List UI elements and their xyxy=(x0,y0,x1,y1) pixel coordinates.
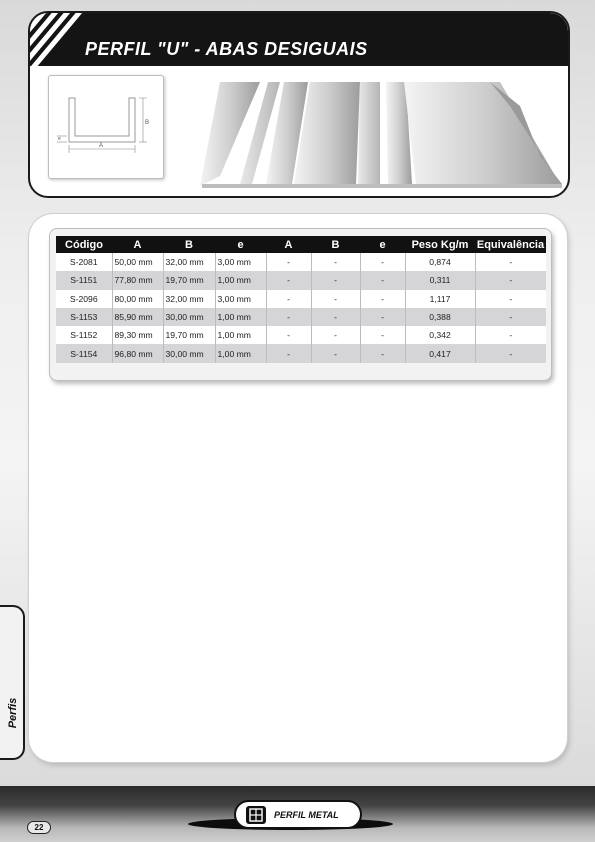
column-header: B xyxy=(163,236,215,253)
extruded-u-profiles-icon xyxy=(180,66,570,198)
cell-a2: - xyxy=(266,326,311,344)
cell-codigo: S-1153 xyxy=(56,308,112,326)
cell-a: 50,00 mm xyxy=(112,253,163,271)
cell-a2: - xyxy=(266,290,311,308)
cell-equivalencia: - xyxy=(475,271,546,289)
cell-e2: - xyxy=(360,308,405,326)
cell-codigo: S-1154 xyxy=(56,344,112,362)
cell-e: 1,00 mm xyxy=(215,271,266,289)
cell-b2: - xyxy=(311,344,360,362)
table-row xyxy=(56,271,546,289)
page-title: PERFIL "U" - ABAS DESIGUAIS xyxy=(85,39,368,59)
cell-a: 80,00 mm xyxy=(112,290,163,308)
table-card xyxy=(29,214,567,762)
section-side-tab xyxy=(0,605,25,760)
cell-e: 1,00 mm xyxy=(215,308,266,326)
cell-b2: - xyxy=(311,308,360,326)
cell-b2: - xyxy=(311,253,360,271)
side-tab-label: Perfis xyxy=(7,697,19,729)
cell-a: 77,80 mm xyxy=(112,271,163,289)
cell-a: 85,90 mm xyxy=(112,308,163,326)
page-number: 22 xyxy=(27,821,51,834)
cell-equivalencia: - xyxy=(475,253,546,271)
cell-peso: 0,388 xyxy=(405,308,475,326)
cell-a: 96,80 mm xyxy=(112,344,163,362)
cell-e: 1,00 mm xyxy=(215,344,266,362)
table-row xyxy=(56,344,546,362)
brand-badge xyxy=(234,800,362,829)
cell-b2: - xyxy=(311,326,360,344)
column-header: Peso Kg/m xyxy=(405,236,475,253)
cell-b2: - xyxy=(311,290,360,308)
cell-b2: - xyxy=(311,271,360,289)
spec-table xyxy=(56,236,546,363)
cell-b: 30,00 mm xyxy=(163,308,215,326)
cell-e2: - xyxy=(360,290,405,308)
cell-equivalencia: - xyxy=(475,290,546,308)
spec-table-frame xyxy=(49,228,552,381)
cell-e2: - xyxy=(360,253,405,271)
cell-e2: - xyxy=(360,271,405,289)
diagram-label-b: B xyxy=(145,120,150,126)
profile-diagram xyxy=(48,75,164,179)
cell-peso: 0,342 xyxy=(405,326,475,344)
cell-b: 32,00 mm xyxy=(163,253,215,271)
cell-b: 19,70 mm xyxy=(163,271,215,289)
cell-codigo: S-2096 xyxy=(56,290,112,308)
column-header: e xyxy=(360,236,405,253)
table-row xyxy=(56,308,546,326)
cell-a2: - xyxy=(266,253,311,271)
cell-codigo: S-1152 xyxy=(56,326,112,344)
cell-equivalencia: - xyxy=(475,308,546,326)
brand-name: PERFIL METAL xyxy=(274,810,339,820)
cell-e: 3,00 mm xyxy=(215,290,266,308)
cell-equivalencia: - xyxy=(475,344,546,362)
title-bar xyxy=(30,13,568,66)
cell-b: 19,70 mm xyxy=(163,326,215,344)
cell-a: 89,30 mm xyxy=(112,326,163,344)
diagram-label-e: e xyxy=(58,136,61,142)
table-row xyxy=(56,290,546,308)
cell-peso: 0,874 xyxy=(405,253,475,271)
cell-b: 30,00 mm xyxy=(163,344,215,362)
table-row xyxy=(56,326,546,344)
cell-a2: - xyxy=(266,344,311,362)
cell-e2: - xyxy=(360,344,405,362)
profiles-image xyxy=(180,66,570,198)
header-card xyxy=(28,11,570,198)
cell-equivalencia: - xyxy=(475,326,546,344)
cell-peso: 1,117 xyxy=(405,290,475,308)
cell-b: 32,00 mm xyxy=(163,290,215,308)
cell-e: 3,00 mm xyxy=(215,253,266,271)
diagram-label-a: A xyxy=(99,143,104,149)
perfil-metal-logo-icon xyxy=(246,806,266,824)
cell-codigo: S-2081 xyxy=(56,253,112,271)
column-header: A xyxy=(112,236,163,253)
column-header: Equivalência xyxy=(475,236,546,253)
cell-e2: - xyxy=(360,326,405,344)
cell-e: 1,00 mm xyxy=(215,326,266,344)
column-header: B xyxy=(311,236,360,253)
u-profile-diagram-icon xyxy=(49,76,165,180)
cell-a2: - xyxy=(266,308,311,326)
table-header-row xyxy=(56,236,546,253)
table-row xyxy=(56,253,546,271)
cell-a2: - xyxy=(266,271,311,289)
cell-peso: 0,417 xyxy=(405,344,475,362)
cell-codigo: S-1151 xyxy=(56,271,112,289)
cell-peso: 0,311 xyxy=(405,271,475,289)
column-header: Código xyxy=(56,236,112,253)
column-header: e xyxy=(215,236,266,253)
column-header: A xyxy=(266,236,311,253)
